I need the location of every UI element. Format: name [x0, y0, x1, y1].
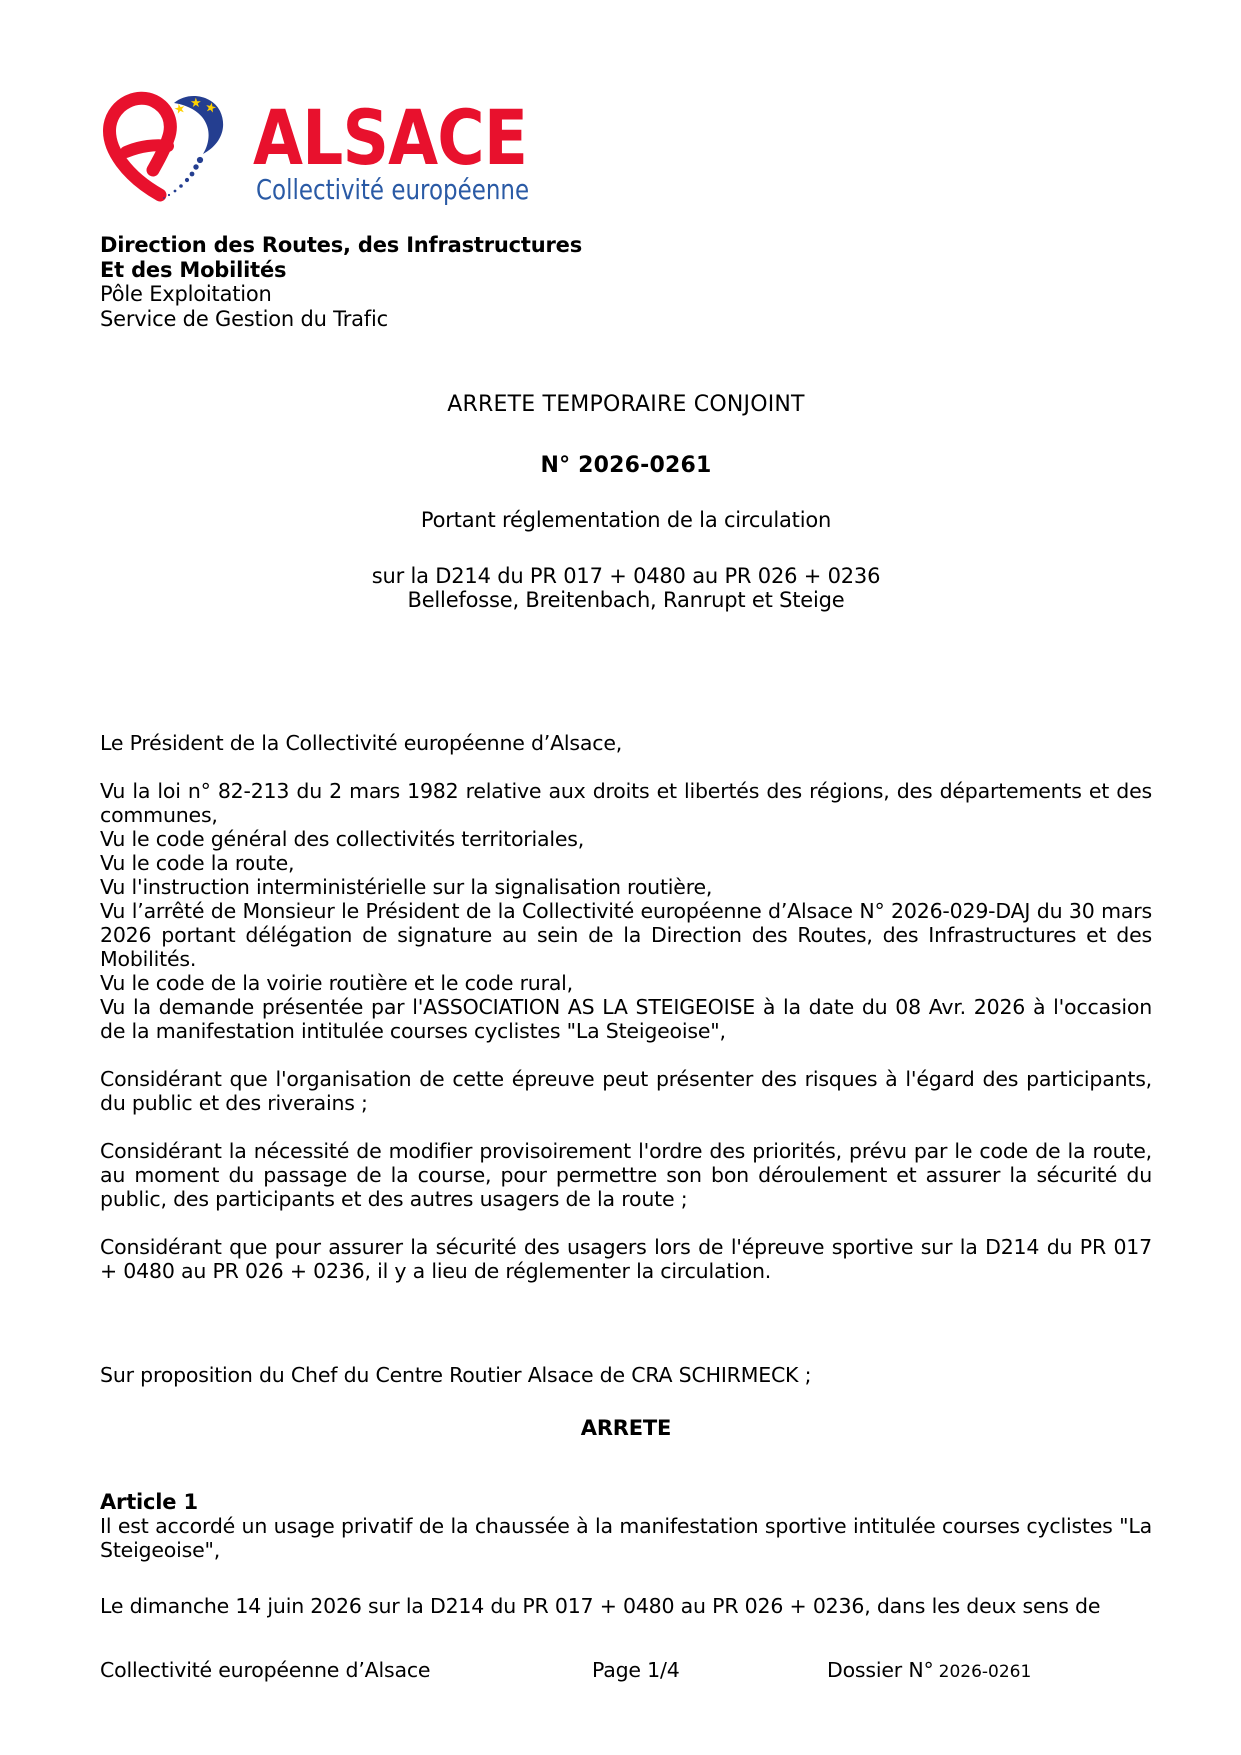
title-road-block — [100, 564, 1152, 612]
considerant-paragraph: Considérant que pour assurer la sécurité des usagers lors de l'épreuve sportive sur la D214 du PR 017 + 0480 au PR 026 + 0236, il y a lieu de réglementer la circulation. — [100, 1235, 1152, 1283]
logo-tagline — [256, 173, 589, 206]
direction-line-1: Direction des Routes, des Infrastructures — [100, 233, 582, 257]
footer-organization: Collectivité européenne d’Alsace — [100, 1658, 431, 1682]
title-subject: Portant réglementation de la circulation — [420, 508, 832, 532]
title-number: N° 2026-0261 — [540, 453, 712, 478]
page-footer — [0, 1658, 1241, 1684]
considerant-paragraph: Considérant la nécessité de modifier provisoirement l'ordre des priorités, prévu par le code de la route, au moment du passage de la course, pour permettre son bon déroulement et assurer la sécurité du public, des participants et des autres usagers de la route ; — [100, 1139, 1152, 1211]
alsace-logo — [100, 88, 530, 208]
title-kind: ARRETE TEMPORAIRE CONJOINT — [447, 392, 805, 417]
logo-brand-word: ALSACE — [253, 93, 528, 182]
alsace-logo-mark-icon — [100, 90, 242, 204]
footer-dossier-value: 2026-0261 — [938, 1662, 1032, 1682]
visa-paragraph: Vu la loi n° 82-213 du 2 mars 1982 relative aux droits et libertés des régions, des départements et des communes, — [100, 779, 1152, 827]
visa-paragraph: Vu le code la route, — [100, 851, 295, 875]
article1-heading: Article 1 — [100, 1490, 198, 1514]
euro-stars-icon — [172, 96, 218, 118]
svg-text:★: ★ — [190, 96, 202, 111]
proposition-line: Sur proposition du Chef du Centre Routier Alsace de CRA SCHIRMECK ; — [100, 1363, 812, 1387]
footer-page-number: Page 1/4 — [592, 1658, 680, 1682]
logo-red-a-crossbar — [126, 145, 168, 152]
svg-text:★: ★ — [172, 100, 188, 119]
footer-dossier — [827, 1658, 1031, 1682]
title-road-line: sur la D214 du PR 017 + 0480 au PR 026 + 0236 — [371, 564, 881, 588]
visa-paragraph: Vu le code général des collectivités territoriales, — [100, 827, 585, 851]
visa-paragraph: Vu le code de la voirie routière et le code rural, — [100, 971, 573, 995]
logo-tagline-text: Collectivité européenne — [256, 173, 530, 206]
visa-paragraph: Vu l'instruction interministérielle sur la signalisation routière, — [100, 875, 713, 899]
arrete-heading: ARRETE — [580, 1416, 672, 1440]
considerant-paragraph: Considérant que l'organisation de cette épreuve peut présenter des risques à l'égard des participants, du public et des riverains ; — [100, 1067, 1152, 1115]
logo-dotted-tail — [163, 157, 203, 199]
logo-brand-text — [253, 93, 576, 182]
direction-line-2: Et des Mobilités — [100, 257, 287, 282]
service-line: Service de Gestion du Trafic — [100, 306, 388, 331]
service-block — [100, 233, 800, 331]
pole-line: Pôle Exploitation — [100, 282, 272, 306]
article1-paragraph: Le dimanche 14 juin 2026 sur la D214 du PR 017 + 0480 au PR 026 + 0236, dans les deux sens de — [100, 1594, 1101, 1618]
salutation: Le Président de la Collectivité européenne d’Alsace, — [100, 731, 623, 755]
article1-paragraph: Il est accordé un usage privatif de la chaussée à la manifestation sportive intitulée courses cyclistes "La Steigeoise", — [100, 1514, 1152, 1562]
visa-paragraph: Vu l’arrêté de Monsieur le Président de la Collectivité européenne d’Alsace N° 2026-029-DAJ du 30 mars 2026 portant délégation de signature au sein de la Direction des Routes, des Infrastructures et des Mobilités. — [100, 899, 1152, 971]
footer-dossier-label: Dossier N° — [827, 1658, 934, 1682]
title-communes-line: Bellefosse, Breitenbach, Ranrupt et Steige — [407, 588, 845, 612]
svg-text:★: ★ — [203, 99, 218, 118]
visa-paragraph: Vu la demande présentée par l'ASSOCIATION AS LA STEIGEOISE à la date du 08 Avr. 2026 à l'occasion de la manifestation intitulée courses cyclistes "La Steigeoise", — [100, 995, 1152, 1043]
